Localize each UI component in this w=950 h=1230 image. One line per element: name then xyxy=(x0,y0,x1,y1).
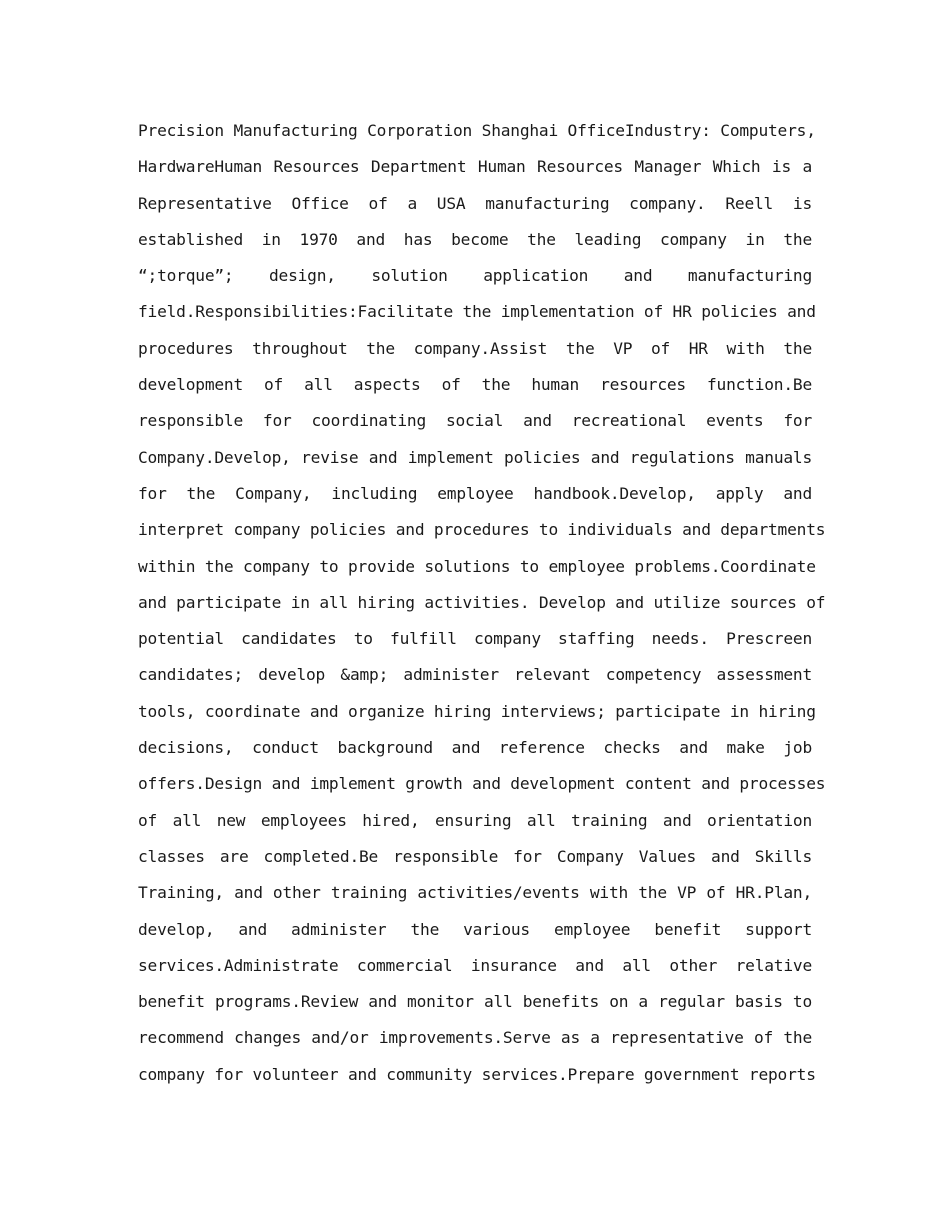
text-line: Representative Office of a USA manufacturing company. Reell is xyxy=(138,193,812,213)
text-line: within the company to provide solutions to employee problems.Coordinate xyxy=(138,556,816,576)
text-line: interpret company policies and procedures to individuals and departments xyxy=(138,520,826,540)
text-line: decisions, conduct background and reference checks and make job xyxy=(138,738,812,758)
text-line: recommend changes and/or improvements.Serve as a representative of the xyxy=(138,1028,812,1048)
text-line: field.Responsibilities:Facilitate the implementation of HR policies and xyxy=(138,302,816,322)
text-line: and participate in all hiring activities. Develop and utilize sources of xyxy=(138,592,826,612)
text-line: of all new employees hired, ensuring all training and orientation xyxy=(138,810,812,830)
text-line: procedures throughout the company.Assist the VP of HR with the xyxy=(138,338,812,358)
text-line: develop, and administer the various employee benefit support xyxy=(138,919,812,939)
text-line: potential candidates to fulfill company staffing needs. Prescreen xyxy=(138,629,812,649)
text-line: established in 1970 and has become the leading company in the xyxy=(138,229,812,249)
body-text xyxy=(138,113,826,1093)
text-line: Training, and other training activities/events with the VP of HR.Plan, xyxy=(138,883,812,903)
text-line: benefit programs.Review and monitor all benefits on a regular basis to xyxy=(138,992,812,1012)
text-line: for the Company, including employee handbook.Develop, apply and xyxy=(138,483,812,503)
text-line: Company.Develop, revise and implement policies and regulations manuals xyxy=(138,447,812,467)
text-line: classes are completed.Be responsible for Company Values and Skills xyxy=(138,846,812,866)
text-line: tools, coordinate and organize hiring interviews; participate in hiring xyxy=(138,701,816,721)
text-line: responsible for coordinating social and recreational events for xyxy=(138,411,812,431)
text-line: company for volunteer and community services.Prepare government reports xyxy=(138,1064,816,1084)
text-line: offers.Design and implement growth and development content and processes xyxy=(138,774,826,794)
text-line: “;torque”; design, solution application and manufacturing xyxy=(138,266,812,286)
text-line: services.Administrate commercial insurance and all other relative xyxy=(138,955,812,975)
text-line: HardwareHuman Resources Department Human Resources Manager Which is a xyxy=(138,157,812,177)
text-line: development of all aspects of the human resources function.Be xyxy=(138,375,812,395)
text-line: candidates; develop &amp; administer relevant competency assessment xyxy=(138,665,812,685)
text-line: Precision Manufacturing Corporation Shanghai OfficeIndustry: Computers, xyxy=(138,121,816,140)
